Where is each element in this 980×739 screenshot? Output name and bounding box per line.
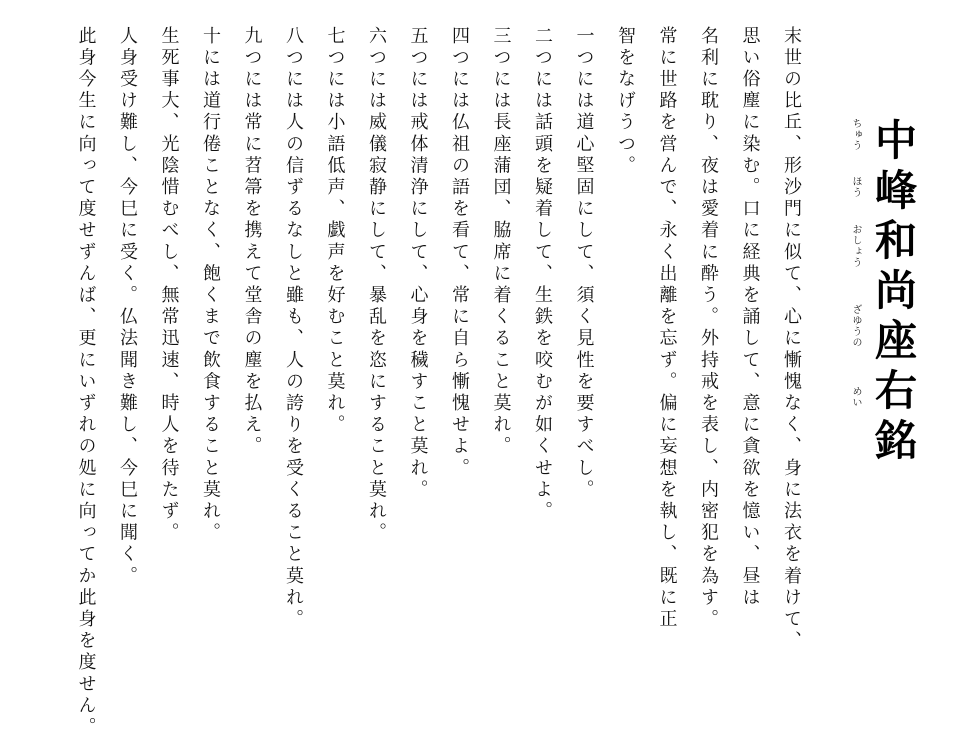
text-line: 智をなげうつ。	[615, 26, 636, 178]
text-line: 二つには話頭を疑着して、生鉄を咬むが如くせよ。	[532, 26, 553, 523]
page-title: 中峰和尚座右銘	[869, 118, 918, 468]
text-line: 七つには小語低声、戯声を好むこと莫れ。	[324, 26, 346, 437]
text-line: 六つには威儀寂静にして、暴乱を恣にすること莫れ。	[366, 26, 387, 545]
furigana-chuu: ちゅう	[850, 118, 861, 151]
title-furigana	[848, 118, 864, 418]
furigana-mei: めい	[850, 386, 861, 408]
text-line: 三つには長座蒲団、脇席に着くること莫れ。	[490, 26, 512, 458]
text-line: 名利に耽り、夜は愛着に酔う。外持戒を表し、内密犯を為す。	[698, 26, 719, 631]
text-line: 五つには戒体清浄にして、心身を穢すこと莫れ。	[407, 26, 429, 502]
text-line: 末世の比丘、形沙門に似て、心に慚愧なく、身に法衣を着けて、	[781, 26, 802, 653]
text-columns	[65, 26, 812, 739]
text-line: 四つには仏祖の語を看て、常に自ら慚愧せよ。	[449, 26, 470, 480]
furigana-oshou: おしょう	[850, 224, 861, 268]
text-line: 此身今生に向って度せずんば、更にいずれの処に向ってか此身を度せん。	[75, 26, 97, 739]
text-line: 一つには道心堅固にして、須く見性を要すべし。	[573, 26, 595, 502]
text-line: 思い俗塵に染む。口に経典を誦して、意に貪欲を憶い、昼は	[739, 26, 761, 610]
text-line: 八つには人の信ずるなしと雖も、人の誇りを受くること莫れ。	[283, 26, 304, 631]
furigana-zayuuno: ざゆうの	[850, 304, 861, 348]
text-line: 十には道行倦ことなく、飽くまで飲食すること莫れ。	[200, 26, 221, 545]
text-line: 九つには常に苕箒を携えて堂舎の塵を払え。	[241, 26, 263, 458]
text-line: 生死事大、光陰惜むべし、無常迅速、時人を待たず。	[158, 26, 180, 545]
text-line: 常に世路を営んで、永く出離を忘ず。偏に妄想を執し、既に正	[656, 26, 678, 631]
furigana-hou: ほう	[850, 176, 861, 198]
text-line: 人身受け難し、今巳に受く。仏法聞き難し、今巳に聞く。	[117, 26, 138, 588]
